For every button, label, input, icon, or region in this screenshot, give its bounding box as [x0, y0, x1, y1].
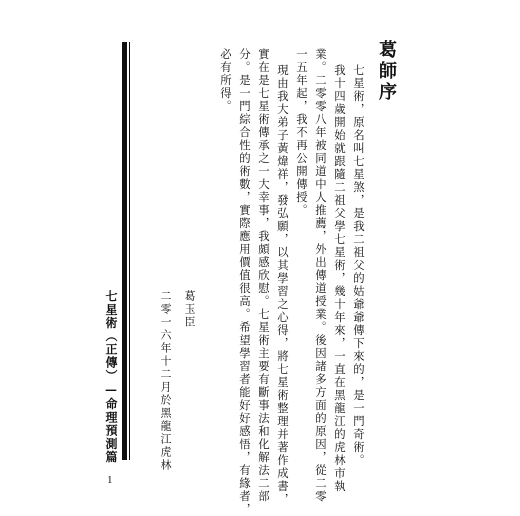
signature-date-place: 二零一六年十二月於黑龍江虎林	[159, 290, 172, 472]
body-line-7: 分。是一門綜合性的術數，實際應用價值很高。希望學習者能好好感悟，有緣者，	[238, 48, 252, 516]
body-line-3: 業。二零零八年被同道中人推薦，外出傳道授業。後因諸多方面的原因，從二零	[314, 48, 328, 503]
margin-rule-thick	[122, 42, 127, 460]
body-line-6: 實在是七星術傳承之一大幸事，我頗感欣慰。七星術主要有斷事法和化解法二部	[257, 48, 271, 503]
page-title: 葛師序	[376, 40, 397, 103]
margin-rule-thin	[129, 42, 130, 460]
body-line-5: 現由我大弟子黃煒祥，發弘願，以其學習之心得，將七星術整理并著作成書，	[276, 64, 290, 506]
page-number: 1	[107, 474, 113, 486]
signature-author: 葛玉臣	[183, 290, 196, 329]
body-line-1: 七星術，原名叫七星煞，是我二祖父的姑爺爺傳下來的，是一門奇術。	[352, 64, 366, 467]
body-line-2: 我十四歲開始就跟隨二祖父學七星術，幾十年來，一直在黑龍江的虎林市執	[333, 64, 347, 493]
running-title: 七星術（正傳）—命理預測篇	[104, 290, 118, 464]
body-line-4: 一五年起，我不再公開傳授。	[295, 48, 309, 217]
body-line-8: 必有所得。	[219, 48, 233, 113]
